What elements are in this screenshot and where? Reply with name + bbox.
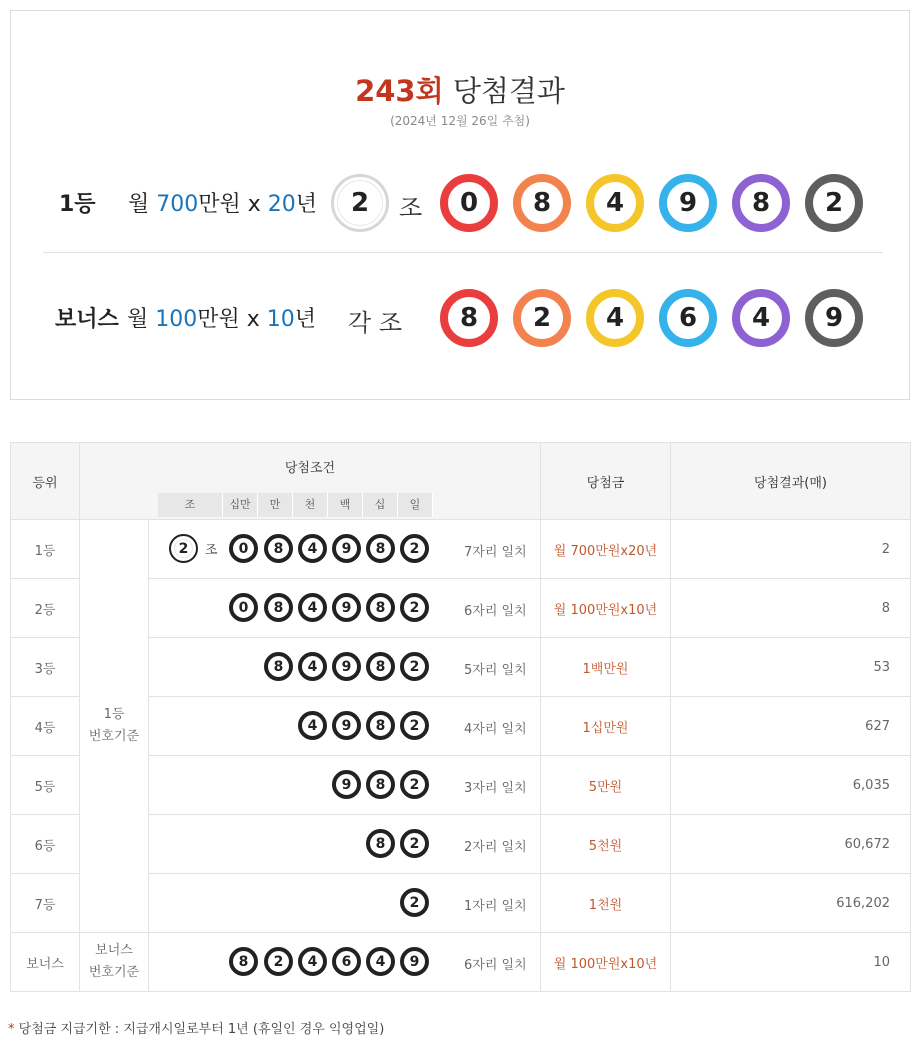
prize-table-body [11,520,911,992]
amount-suffix: 년 [294,307,317,332]
small-number-ball: 9 [400,947,429,976]
footnote-text: 당첨금 지급기한 : 지급개시일로부터 1년 (휴일인 경우 익영업일) [14,1022,385,1037]
row-count: 627 [671,697,911,756]
small-number-ball: 8 [366,770,395,799]
header-rank: 등위 [11,443,80,520]
row-count: 8 [671,579,911,638]
small-number-ball: 8 [264,652,293,681]
prize-table [10,442,911,992]
divider [43,252,883,253]
small-number-ball: 9 [332,652,361,681]
bonus-prize-row [11,285,909,351]
row-count: 10 [671,933,911,992]
row-prize: 5만원 [541,756,671,815]
number-ball: 9 [805,289,863,347]
number-ball: 2 [805,174,863,232]
table-row [11,520,911,579]
small-number-ball: 8 [264,534,293,563]
small-number-ball: 4 [298,593,327,622]
small-group-label: 조 [205,543,218,558]
row-prize: 1십만원 [541,697,671,756]
header-prize: 당첨금 [541,443,671,520]
row-rank: 3등 [11,638,80,697]
draw-date: (2024년 12월 26일 추첨) [390,114,530,128]
amount-suffix: 년 [295,192,318,217]
row-count: 53 [671,638,911,697]
small-number-ball: 4 [298,534,327,563]
small-number-ball: 8 [229,947,258,976]
digit-header-cell: 일 [398,493,433,517]
row-rank: 7등 [11,874,80,933]
small-number-ball: 2 [400,770,429,799]
row-rank: 1등 [11,520,80,579]
digit-header-cell: 만 [258,493,293,517]
small-number-ball: 8 [366,593,395,622]
footnote-star: * [8,1022,15,1037]
row-prize: 월 100만원x10년 [541,933,671,992]
small-number-ball: 2 [400,888,429,917]
match-balls [149,697,541,756]
small-number-ball: 4 [298,947,327,976]
match-text: 6자리 일치 [464,958,527,973]
each-group-label: 각 조 [348,309,402,337]
amount-mid: 만원 x [197,307,267,332]
digit-header-cell: 십만 [223,493,258,517]
row-rank: 4등 [11,697,80,756]
small-number-ball: 8 [366,829,395,858]
small-group-ball: 2 [169,534,198,563]
match-balls [149,756,541,815]
basis-bonus: 보너스 번호기준 [80,933,149,992]
small-number-ball: 9 [332,711,361,740]
small-number-ball: 0 [229,593,258,622]
match-text: 1자리 일치 [464,899,527,914]
first-prize-amount [128,187,317,218]
bonus-prize-label: 보너스 [55,307,119,332]
small-number-ball: 6 [332,947,361,976]
match-balls [149,638,541,697]
match-text: 5자리 일치 [464,663,527,678]
row-count: 616,202 [671,874,911,933]
basis-first: 1등 번호기준 [80,520,149,933]
title-text: 당첨결과 [452,74,565,108]
group-ball: 2 [331,174,389,232]
row-count: 60,672 [671,815,911,874]
digit-header-cell: 조 [158,493,223,517]
row-prize: 5천원 [541,815,671,874]
match-text: 3자리 일치 [464,781,527,796]
small-number-ball: 2 [400,593,429,622]
number-ball: 4 [586,174,644,232]
amount-prefix: 월 [127,307,156,332]
small-number-ball: 9 [332,534,361,563]
header-condition [80,443,541,520]
digit-header-cell: 백 [328,493,363,517]
small-number-ball: 0 [229,534,258,563]
match-balls [149,874,541,933]
table-row [11,933,911,992]
small-number-ball: 2 [400,652,429,681]
amount-value: 100 [155,307,198,332]
number-ball: 9 [659,174,717,232]
footnote [8,1018,384,1037]
match-text: 2자리 일치 [464,840,527,855]
amount-mid: 만원 x [198,192,268,217]
match-text: 6자리 일치 [464,604,527,619]
small-number-ball: 9 [332,593,361,622]
match-balls [149,815,541,874]
number-ball: 4 [732,289,790,347]
row-count: 6,035 [671,756,911,815]
small-number-ball: 4 [298,652,327,681]
row-prize: 1천원 [541,874,671,933]
small-number-ball: 9 [332,770,361,799]
match-balls [149,579,541,638]
round-number: 243회 [355,74,444,108]
small-number-ball: 8 [366,534,395,563]
result-summary-panel [10,10,910,400]
header-condition-title: 당첨조건 [284,461,336,476]
first-prize-row [11,170,909,236]
row-rank: 6등 [11,815,80,874]
small-number-ball: 2 [264,947,293,976]
row-rank: 5등 [11,756,80,815]
amount-value: 700 [156,192,199,217]
number-ball: 4 [586,289,644,347]
group-label: 조 [399,194,423,222]
number-ball: 0 [440,174,498,232]
small-number-ball: 4 [366,947,395,976]
match-balls [149,933,541,992]
digit-header-cell: 천 [293,493,328,517]
small-number-ball: 8 [366,711,395,740]
small-number-ball: 2 [400,711,429,740]
page-title [11,69,909,110]
amount-years: 10 [266,307,295,332]
amount-years: 20 [267,192,296,217]
number-ball: 8 [513,174,571,232]
digit-header-cell: 십 [363,493,398,517]
small-number-ball: 2 [400,829,429,858]
match-balls [149,520,541,579]
first-prize-label: 1등 [59,192,96,217]
row-prize: 월 700만원x20년 [541,520,671,579]
number-ball: 2 [513,289,571,347]
header-result: 당첨결과(매) [671,443,911,520]
match-text: 7자리 일치 [464,545,527,560]
match-text: 4자리 일치 [464,722,527,737]
amount-prefix: 월 [128,192,157,217]
bonus-prize-amount [127,302,316,333]
row-prize: 월 100만원x10년 [541,579,671,638]
small-number-ball: 8 [366,652,395,681]
number-ball: 8 [440,289,498,347]
number-ball: 8 [732,174,790,232]
row-count: 2 [671,520,911,579]
row-rank: 2등 [11,579,80,638]
small-number-ball: 4 [298,711,327,740]
small-number-ball: 8 [264,593,293,622]
digit-headers [158,493,433,517]
small-number-ball: 2 [400,534,429,563]
row-rank: 보너스 [11,933,80,992]
number-ball: 6 [659,289,717,347]
row-prize: 1백만원 [541,638,671,697]
